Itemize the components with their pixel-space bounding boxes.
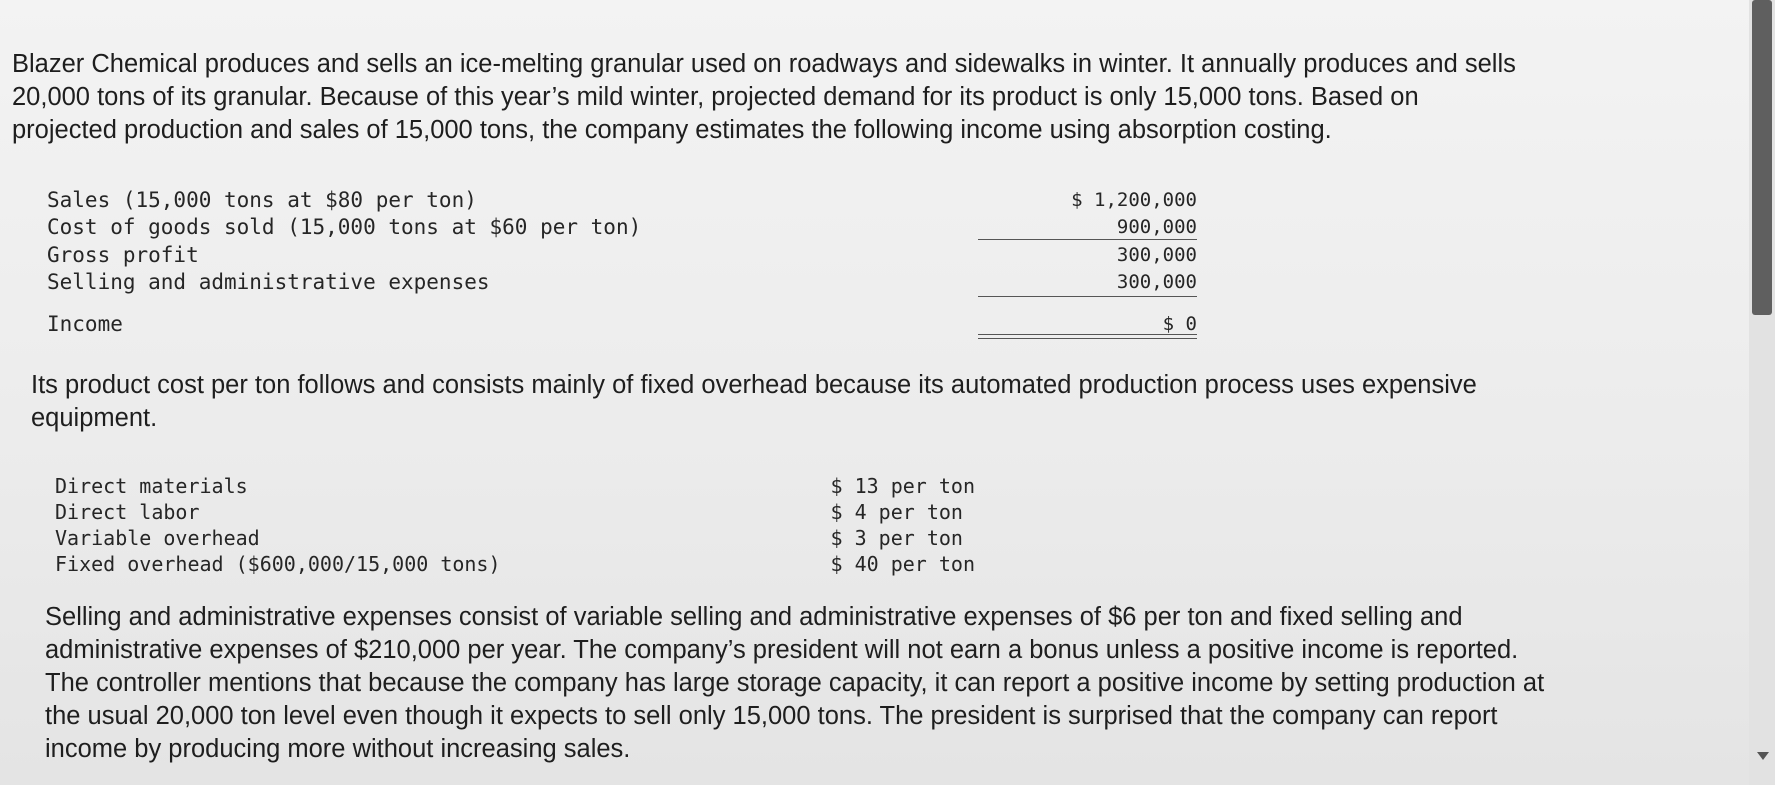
cost-row-direct-labor bbox=[55, 499, 975, 525]
income-row-amount: 900,000 bbox=[1116, 216, 1197, 238]
cost-row-amount: $ 13 per ton bbox=[830, 474, 975, 498]
income-row-amount: $ 1,200,000 bbox=[1071, 189, 1197, 211]
product-cost-table bbox=[55, 473, 975, 577]
cost-row-label: Fixed overhead ($600,000/15,000 tons) bbox=[55, 552, 501, 576]
cost-row-label: Direct labor bbox=[55, 500, 200, 524]
closing-line-4: the usual 20,000 ton level even though it expects to sell only 15,000 tons. The president is surprised that the company can report bbox=[45, 702, 1498, 730]
closing-line-3: The controller mentions that because the company has large storage capacity, it can report a positive income by setting production at bbox=[45, 669, 1545, 697]
cost-row-amount: $ 40 per ton bbox=[830, 552, 975, 576]
cost-row-direct-materials bbox=[55, 473, 975, 499]
income-row-label: Selling and administrative expenses bbox=[47, 270, 490, 294]
subtotal-rule bbox=[978, 239, 1197, 240]
cost-intro-paragraph bbox=[31, 369, 1477, 435]
closing-line-1: Selling and administrative expenses consist of variable selling and administrative expenses of $6 per ton and fixed selling and bbox=[45, 603, 1463, 631]
intro-line-3: projected production and sales of 15,000 tons, the company estimates the following income using absorption costing. bbox=[12, 116, 1332, 144]
cost-row-label: Variable overhead bbox=[55, 526, 260, 550]
cost-row-amount: $ 3 per ton bbox=[830, 526, 963, 550]
total-double-rule bbox=[978, 334, 1197, 339]
closing-line-5: income by producing more without increasing sales. bbox=[45, 735, 631, 763]
subtotal-rule bbox=[978, 296, 1197, 297]
income-row-amount: 300,000 bbox=[1116, 244, 1197, 266]
scroll-down-arrow-icon[interactable] bbox=[1757, 752, 1769, 760]
scrollbar-thumb[interactable] bbox=[1752, 0, 1772, 315]
closing-paragraph bbox=[45, 601, 1544, 766]
income-row-label: Income bbox=[47, 312, 123, 336]
intro-paragraph bbox=[12, 48, 1516, 147]
income-row-amount: $ 0 bbox=[1162, 313, 1197, 335]
income-row-sales bbox=[47, 186, 1197, 214]
vertical-scrollbar[interactable] bbox=[1749, 0, 1775, 785]
income-row-label: Gross profit bbox=[47, 243, 199, 267]
income-row-gross-profit bbox=[47, 241, 1197, 269]
income-row-amount: 300,000 bbox=[1116, 271, 1197, 293]
income-row-label: Sales (15,000 tons at $80 per ton) bbox=[47, 188, 477, 212]
income-row-label: Cost of goods sold (15,000 tons at $60 per ton) bbox=[47, 215, 642, 239]
income-row-selling-admin bbox=[47, 268, 1197, 296]
cost-row-fixed-overhead bbox=[55, 551, 975, 577]
cost-row-amount: $ 4 per ton bbox=[830, 500, 963, 524]
cost-intro-line-1: Its product cost per ton follows and consists mainly of fixed overhead because its automated production process uses expensive bbox=[31, 371, 1477, 399]
income-row-cogs bbox=[47, 213, 1197, 241]
closing-line-2: administrative expenses of $210,000 per year. The company’s president will not earn a bonus unless a positive income is reported. bbox=[45, 636, 1519, 664]
cost-row-label: Direct materials bbox=[55, 474, 248, 498]
intro-line-2: 20,000 tons of its granular. Because of this year’s mild winter, projected demand for its product is only 15,000 tons. Based on bbox=[12, 83, 1419, 111]
intro-line-1: Blazer Chemical produces and sells an ice-melting granular used on roadways and sidewalks in winter. It annually produces and sells bbox=[12, 50, 1516, 78]
cost-intro-line-2: equipment. bbox=[31, 404, 158, 432]
cost-row-variable-overhead bbox=[55, 525, 975, 551]
